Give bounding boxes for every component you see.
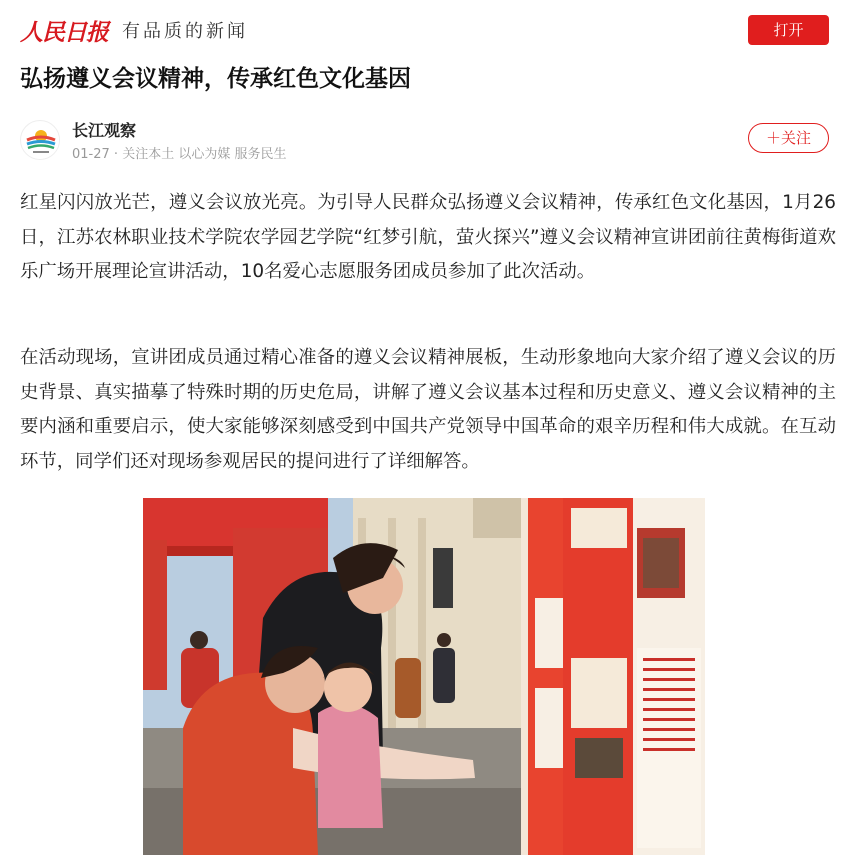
author-bar: [20, 114, 830, 164]
author-name[interactable]: 长江观察: [72, 121, 137, 140]
publish-date: 01-27: [72, 147, 110, 162]
follow-button[interactable]: ＋关注: [748, 123, 829, 153]
meta-separator: ·: [109, 147, 123, 162]
photo-illustration: [143, 498, 705, 855]
logo-mark: 人民日报: [20, 18, 108, 46]
author-bio: 关注本土 以心为媒 服务民生: [122, 147, 287, 162]
logo[interactable]: [20, 14, 248, 46]
top-bar: [0, 0, 867, 58]
article-paragraph: 在活动现场，宣讲团成员通过精心准备的遵义会议精神展板，生动形象地向大家介绍了遵义会议的历史背景、真实描摹了特殊时期的历史危局，讲解了遵义会议基本过程和历史意义、遵义会议精神的主要内涵和重要启示，使大家能够深刻感受到中国共产党领导中国革命的艰辛历程和伟大成就。在互动环节，同学们还对现场参观居民的提问进行了详细解答。: [20, 347, 836, 472]
article-paragraph: 红星闪闪放光芒，遵义会议放光亮。为引导人民群众弘扬遵义会议精神，传承红色文化基因，1月26日，江苏农林职业技术学院农学园艺学院“红梦引航，萤火探兴”遵义会议精神宣讲团前往黄梅街道欢乐广场开展理论宣讲活动，10名爱心志愿服务团成员参加了此次活动。: [20, 192, 836, 282]
author-meta: [72, 143, 286, 162]
article-photo[interactable]: [143, 498, 705, 855]
article-title: 弘扬遵义会议精神，传承红色文化基因: [20, 66, 411, 92]
slogan: 有品质的新闻: [122, 21, 248, 42]
open-app-button[interactable]: 打开: [748, 15, 829, 45]
author-avatar[interactable]: [20, 120, 60, 160]
